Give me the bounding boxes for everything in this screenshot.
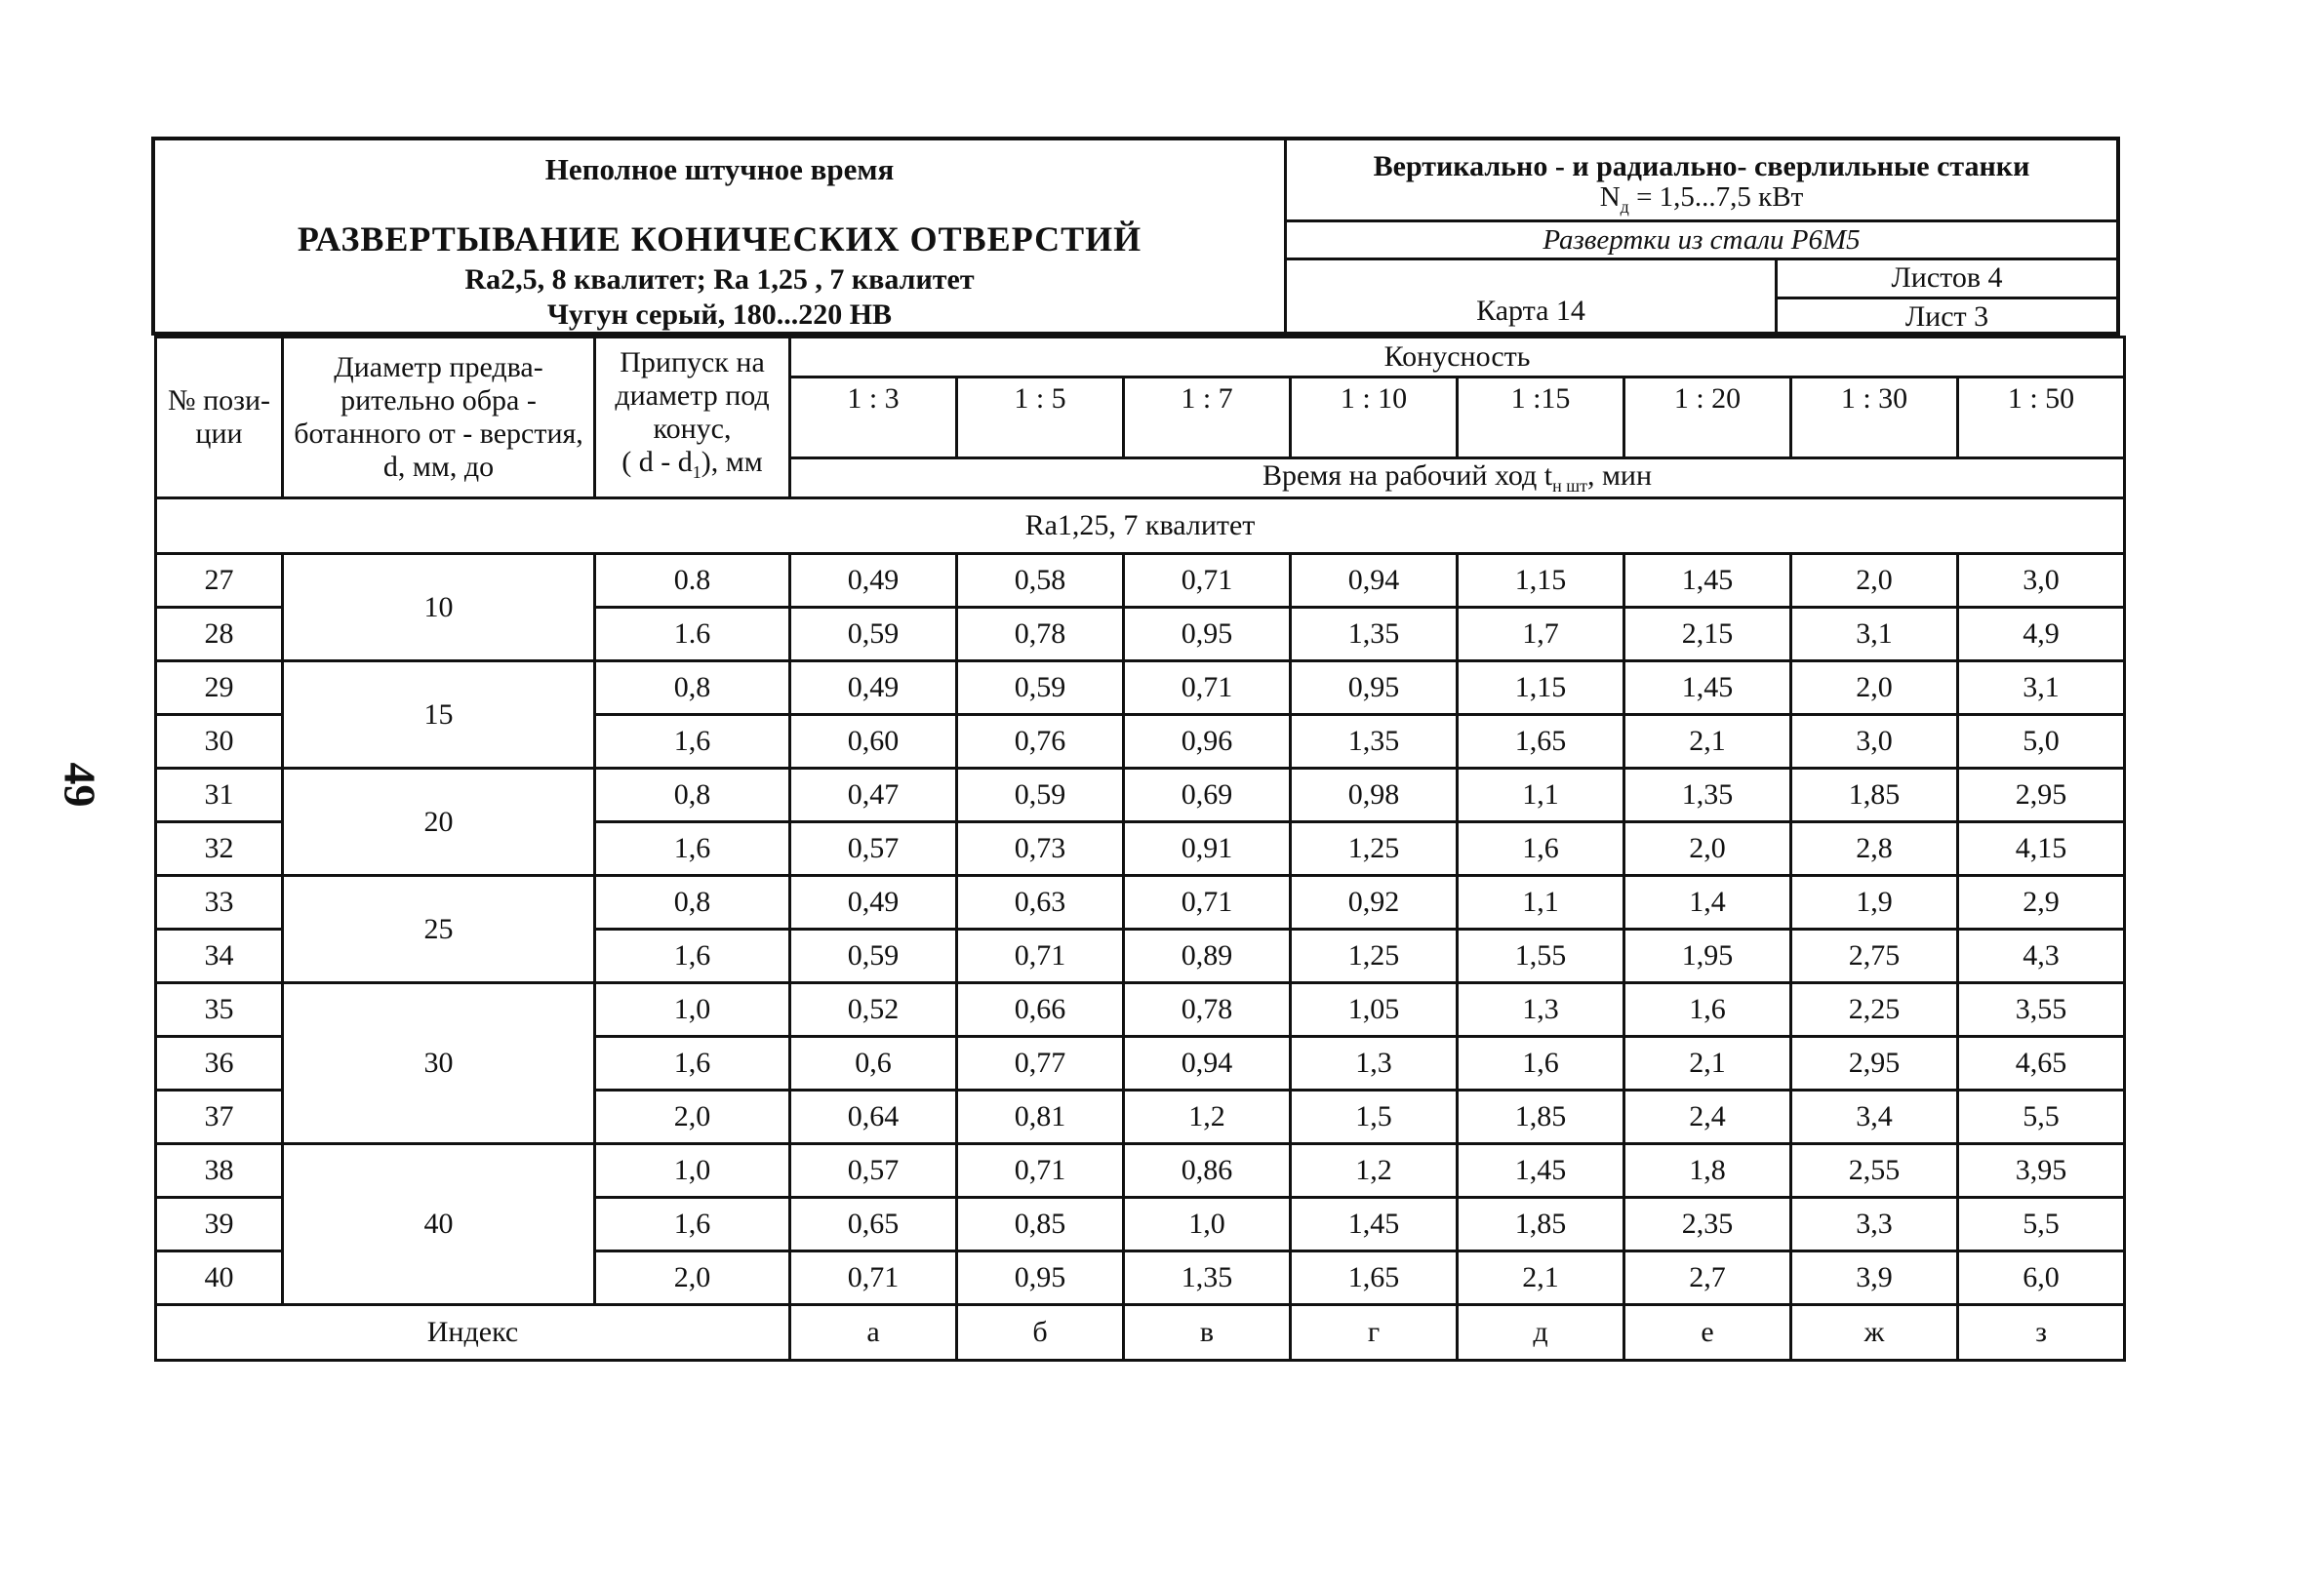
page-number: 49 xyxy=(55,762,105,808)
diameter-column-header: Диаметр предва- рительно обра - ботанного от - верстия, d, мм, до xyxy=(283,337,595,498)
time-value-cell: 3,9 xyxy=(1791,1251,1958,1305)
time-value-cell: 1,3 xyxy=(1291,1037,1458,1091)
time-value-cell: 0,91 xyxy=(1124,822,1291,876)
time-value-cell: 1,8 xyxy=(1624,1144,1791,1198)
diameter-cell: 20 xyxy=(283,769,595,876)
time-value-cell: 1,25 xyxy=(1291,822,1458,876)
time-value-cell: 1,6 xyxy=(1458,1037,1624,1091)
taper-ratio-header: 1 : 7 xyxy=(1124,377,1291,458)
position-cell: 33 xyxy=(156,876,283,930)
time-value-cell: 0,59 xyxy=(790,930,957,983)
sheets-total: Листов 4 xyxy=(1891,261,2003,294)
title-block xyxy=(151,137,2120,336)
time-value-cell: 1,4 xyxy=(1624,876,1791,930)
time-value-cell: 0,94 xyxy=(1124,1037,1291,1091)
time-value-cell: 1,85 xyxy=(1458,1198,1624,1251)
time-value-cell: 1,2 xyxy=(1124,1091,1291,1144)
time-value-cell: 0,95 xyxy=(957,1251,1124,1305)
time-value-cell: 4,65 xyxy=(1958,1037,2125,1091)
time-value-cell: 0,86 xyxy=(1124,1144,1291,1198)
time-type-label: Неполное штучное время xyxy=(544,152,895,186)
position-cell: 38 xyxy=(156,1144,283,1198)
time-value-cell: 0,94 xyxy=(1291,554,1458,608)
index-cell: е xyxy=(1624,1305,1791,1361)
time-value-cell: 1,65 xyxy=(1458,715,1624,769)
time-value-cell: 0,95 xyxy=(1124,608,1291,661)
time-value-cell: 0,6 xyxy=(790,1037,957,1091)
time-value-cell: 0,57 xyxy=(790,822,957,876)
machine-type: Вертикально - и радиально- сверлильные станки xyxy=(1373,150,2030,182)
time-value-cell: 1,9 xyxy=(1791,876,1958,930)
time-value-cell: 2,8 xyxy=(1791,822,1958,876)
title-block-right xyxy=(1287,140,2116,332)
time-value-cell: 2,1 xyxy=(1624,1037,1791,1091)
time-value-cell: 2,15 xyxy=(1624,608,1791,661)
index-cell: г xyxy=(1291,1305,1458,1361)
position-column-header: № пози- ции xyxy=(156,337,283,498)
taper-header: Конусность xyxy=(790,337,2125,377)
time-value-cell: 3,3 xyxy=(1791,1198,1958,1251)
time-value-cell: 1,45 xyxy=(1624,554,1791,608)
time-value-cell: 0,71 xyxy=(957,930,1124,983)
table-row xyxy=(156,661,2125,715)
position-cell: 28 xyxy=(156,608,283,661)
time-value-cell: 0,47 xyxy=(790,769,957,822)
section-label: Ra1,25, 7 квалитет xyxy=(156,498,2125,554)
time-value-cell: 1,45 xyxy=(1291,1198,1458,1251)
time-value-cell: 0,60 xyxy=(790,715,957,769)
time-value-cell: 0,58 xyxy=(957,554,1124,608)
divider-line xyxy=(1778,297,2116,299)
time-value-cell: 1,25 xyxy=(1291,930,1458,983)
time-value-cell: 0,71 xyxy=(1124,876,1291,930)
time-value-cell: 1,85 xyxy=(1458,1091,1624,1144)
allowance-label: Припуск на диаметр под конус, xyxy=(615,346,770,445)
time-value-cell: 0,96 xyxy=(1124,715,1291,769)
table-row xyxy=(156,983,2125,1037)
time-value-cell: 5,5 xyxy=(1958,1198,2125,1251)
power-value: = 1,5...7,5 кВт xyxy=(1628,181,1804,213)
time-value-cell: 1,45 xyxy=(1458,1144,1624,1198)
time-value-cell: 2,1 xyxy=(1624,715,1791,769)
taper-ratio-header: 1 :15 xyxy=(1458,377,1624,458)
time-value-cell: 1,2 xyxy=(1291,1144,1458,1198)
diameter-cell: 15 xyxy=(283,661,595,769)
title-block-left xyxy=(155,140,1284,332)
diameter-cell: 10 xyxy=(283,554,595,661)
taper-ratio-header: 1 : 5 xyxy=(957,377,1124,458)
time-value-cell: 0,95 xyxy=(1291,661,1458,715)
time-value-cell: 0,64 xyxy=(790,1091,957,1144)
time-value-cell: 2,25 xyxy=(1791,983,1958,1037)
allowance-cell: 0,8 xyxy=(595,661,790,715)
time-value-cell: 5,5 xyxy=(1958,1091,2125,1144)
position-cell: 29 xyxy=(156,661,283,715)
time-value-cell: 0,65 xyxy=(790,1198,957,1251)
time-value-cell: 3,0 xyxy=(1791,715,1958,769)
index-label: Индекс xyxy=(156,1305,790,1361)
position-cell: 40 xyxy=(156,1251,283,1305)
position-cell: 31 xyxy=(156,769,283,822)
time-value-cell: 1,6 xyxy=(1458,822,1624,876)
allowance-cell: 1,6 xyxy=(595,715,790,769)
time-value-cell: 2,4 xyxy=(1624,1091,1791,1144)
norms-table xyxy=(154,336,2126,1362)
time-value-cell: 0,78 xyxy=(1124,983,1291,1037)
time-value-cell: 1,1 xyxy=(1458,769,1624,822)
position-cell: 37 xyxy=(156,1091,283,1144)
time-value-cell: 1,85 xyxy=(1791,769,1958,822)
taper-ratio-header: 1 : 20 xyxy=(1624,377,1791,458)
time-value-cell: 0,85 xyxy=(957,1198,1124,1251)
time-label: Время на рабочий ход t xyxy=(1262,459,1553,492)
index-cell: ж xyxy=(1791,1305,1958,1361)
time-value-cell: 1,35 xyxy=(1291,715,1458,769)
time-value-cell: 0,98 xyxy=(1291,769,1458,822)
time-value-cell: 3,0 xyxy=(1958,554,2125,608)
time-value-cell: 2,0 xyxy=(1791,554,1958,608)
taper-ratio-header: 1 : 30 xyxy=(1791,377,1958,458)
time-value-cell: 1,55 xyxy=(1458,930,1624,983)
index-row xyxy=(156,1305,2125,1361)
operation-title: РАЗВЕРТЫВАНИЕ КОНИЧЕСКИХ ОТВЕРСТИЙ xyxy=(297,219,1142,258)
time-value-cell: 1,35 xyxy=(1124,1251,1291,1305)
time-value-cell: 2,95 xyxy=(1958,769,2125,822)
allowance-cell: 0.8 xyxy=(595,554,790,608)
time-value-cell: 3,95 xyxy=(1958,1144,2125,1198)
allowance-unit: ), мм xyxy=(701,446,763,478)
time-value-cell: 0,77 xyxy=(957,1037,1124,1091)
time-value-cell: 0,78 xyxy=(957,608,1124,661)
time-value-cell: 1,35 xyxy=(1291,608,1458,661)
allowance-cell: 2,0 xyxy=(595,1251,790,1305)
time-value-cell: 0,49 xyxy=(790,661,957,715)
position-cell: 35 xyxy=(156,983,283,1037)
time-value-cell: 1,7 xyxy=(1458,608,1624,661)
time-value-cell: 1,3 xyxy=(1458,983,1624,1037)
allowance-cell: 0,8 xyxy=(595,876,790,930)
time-value-cell: 0,69 xyxy=(1124,769,1291,822)
allowance-cell: 1.6 xyxy=(595,608,790,661)
time-value-cell: 0,66 xyxy=(957,983,1124,1037)
time-value-cell: 0,71 xyxy=(1124,554,1291,608)
divider-line xyxy=(1287,258,2116,260)
time-value-cell: 2,95 xyxy=(1791,1037,1958,1091)
time-value-cell: 0,71 xyxy=(957,1144,1124,1198)
time-value-cell: 1,45 xyxy=(1624,661,1791,715)
diameter-cell: 25 xyxy=(283,876,595,983)
time-subscript: н шт xyxy=(1552,476,1587,496)
allowance-cell: 2,0 xyxy=(595,1091,790,1144)
index-cell: з xyxy=(1958,1305,2125,1361)
allowance-cell: 1,0 xyxy=(595,1144,790,1198)
taper-ratio-header: 1 : 3 xyxy=(790,377,957,458)
power-range xyxy=(1287,181,2116,218)
time-value-cell: 3,1 xyxy=(1958,661,2125,715)
time-value-cell: 0,71 xyxy=(790,1251,957,1305)
diameter-cell: 40 xyxy=(283,1144,595,1305)
allowance-cell: 1,6 xyxy=(595,822,790,876)
time-value-cell: 2,0 xyxy=(1791,661,1958,715)
time-value-cell: 3,4 xyxy=(1791,1091,1958,1144)
power-symbol: N xyxy=(1599,181,1621,213)
time-header xyxy=(790,458,2125,498)
allowance-cell: 1,6 xyxy=(595,1037,790,1091)
time-value-cell: 2,55 xyxy=(1791,1144,1958,1198)
allowance-column-header xyxy=(595,337,790,498)
material-label: Чугун серый, 180...220 НВ xyxy=(546,298,893,331)
card-number: Карта 14 xyxy=(1476,295,1585,327)
time-value-cell: 3,55 xyxy=(1958,983,2125,1037)
time-value-cell: 0,52 xyxy=(790,983,957,1037)
time-value-cell: 4,15 xyxy=(1958,822,2125,876)
allowance-cell: 1,6 xyxy=(595,1198,790,1251)
table-row xyxy=(156,769,2125,822)
allowance-cell: 1,6 xyxy=(595,930,790,983)
time-value-cell: 0,76 xyxy=(957,715,1124,769)
time-value-cell: 0,71 xyxy=(1124,661,1291,715)
time-value-cell: 1,6 xyxy=(1624,983,1791,1037)
time-value-cell: 2,7 xyxy=(1624,1251,1791,1305)
time-unit: , мин xyxy=(1586,459,1653,492)
section-row xyxy=(156,498,2125,554)
time-value-cell: 3,1 xyxy=(1791,608,1958,661)
allowance-subscript: 1 xyxy=(692,462,701,482)
taper-ratio-header: 1 : 10 xyxy=(1291,377,1458,458)
sheet-current: Лист 3 xyxy=(1904,300,1989,333)
time-value-cell: 0,73 xyxy=(957,822,1124,876)
roughness-grade: Ra2,5, 8 квалитет; Ra 1,25 , 7 квалитет xyxy=(464,263,975,296)
position-cell: 34 xyxy=(156,930,283,983)
position-cell: 32 xyxy=(156,822,283,876)
time-value-cell: 2,0 xyxy=(1624,822,1791,876)
allowance-formula: ( d - d xyxy=(621,446,693,478)
time-value-cell: 4,3 xyxy=(1958,930,2125,983)
time-value-cell: 1,5 xyxy=(1291,1091,1458,1144)
time-value-cell: 0,49 xyxy=(790,876,957,930)
index-cell: а xyxy=(790,1305,957,1361)
table-row xyxy=(156,876,2125,930)
time-value-cell: 1,0 xyxy=(1124,1198,1291,1251)
diameter-cell: 30 xyxy=(283,983,595,1144)
divider-line xyxy=(1287,219,2116,222)
time-value-cell: 1,35 xyxy=(1624,769,1791,822)
table-row xyxy=(156,1144,2125,1198)
table-row xyxy=(156,554,2125,608)
index-cell: в xyxy=(1124,1305,1291,1361)
index-cell: д xyxy=(1458,1305,1624,1361)
position-cell: 27 xyxy=(156,554,283,608)
tool-material: Развертки из стали Р6М5 xyxy=(1543,224,1861,256)
time-value-cell: 2,35 xyxy=(1624,1198,1791,1251)
time-value-cell: 6,0 xyxy=(1958,1251,2125,1305)
time-value-cell: 4,9 xyxy=(1958,608,2125,661)
time-value-cell: 1,95 xyxy=(1624,930,1791,983)
time-value-cell: 2,75 xyxy=(1791,930,1958,983)
time-value-cell: 0,81 xyxy=(957,1091,1124,1144)
position-cell: 36 xyxy=(156,1037,283,1091)
power-subscript: д xyxy=(1620,196,1629,217)
time-value-cell: 0,49 xyxy=(790,554,957,608)
allowance-cell: 0,8 xyxy=(595,769,790,822)
time-value-cell: 2,1 xyxy=(1458,1251,1624,1305)
time-value-cell: 0,59 xyxy=(957,769,1124,822)
position-cell: 30 xyxy=(156,715,283,769)
time-value-cell: 2,9 xyxy=(1958,876,2125,930)
time-value-cell: 0,92 xyxy=(1291,876,1458,930)
time-value-cell: 1,15 xyxy=(1458,661,1624,715)
time-value-cell: 0,63 xyxy=(957,876,1124,930)
allowance-cell: 1,0 xyxy=(595,983,790,1037)
time-value-cell: 0,59 xyxy=(790,608,957,661)
time-value-cell: 0,57 xyxy=(790,1144,957,1198)
time-value-cell: 1,65 xyxy=(1291,1251,1458,1305)
time-value-cell: 1,15 xyxy=(1458,554,1624,608)
time-value-cell: 0,59 xyxy=(957,661,1124,715)
time-value-cell: 1,1 xyxy=(1458,876,1624,930)
time-value-cell: 0,89 xyxy=(1124,930,1291,983)
time-value-cell: 5,0 xyxy=(1958,715,2125,769)
index-cell: б xyxy=(957,1305,1124,1361)
taper-ratio-header: 1 : 50 xyxy=(1958,377,2125,458)
time-value-cell: 1,05 xyxy=(1291,983,1458,1037)
position-cell: 39 xyxy=(156,1198,283,1251)
